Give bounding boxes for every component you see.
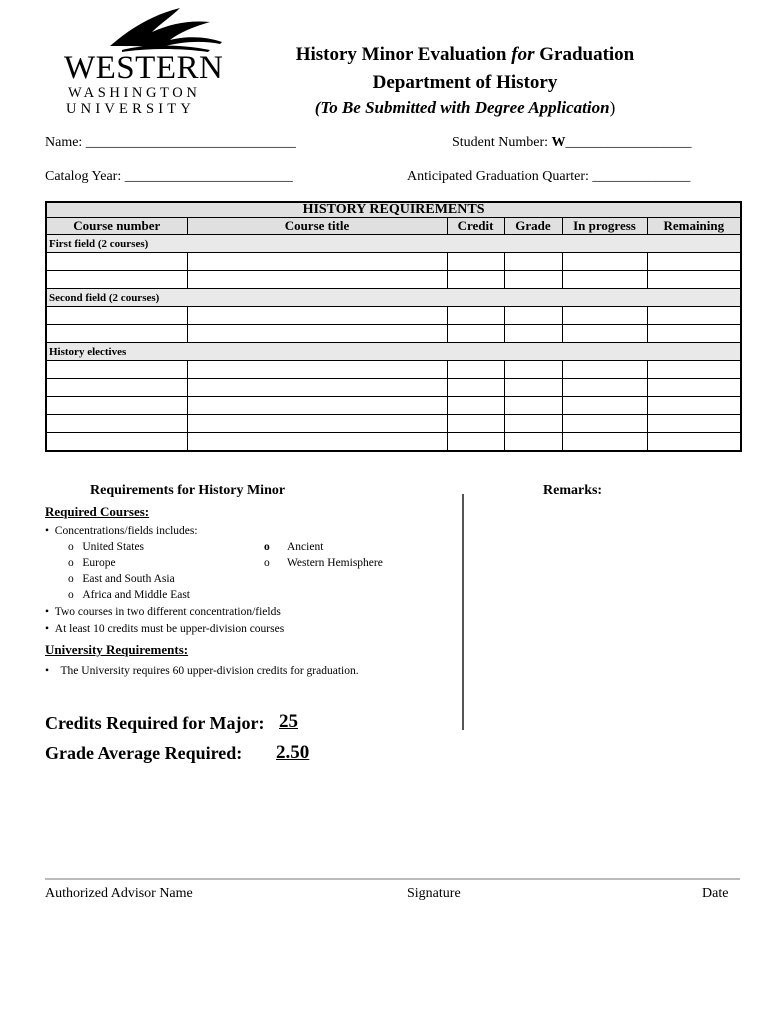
graduation-quarter-field[interactable]: Anticipated Graduation Quarter: ______________ (407, 169, 691, 184)
table-row[interactable] (46, 361, 741, 379)
date-label: Date (702, 886, 729, 901)
signature-label: Signature (407, 886, 461, 901)
university-logo (60, 6, 232, 116)
table-row[interactable] (46, 307, 741, 325)
table-title: HISTORY REQUIREMENTS (46, 202, 741, 218)
col-credit: Credit (447, 218, 504, 235)
requirement-bullet: At least 10 credits must be upper-division courses (54, 623, 285, 635)
section-first-field: First field (2 courses) (46, 235, 741, 253)
logo-line1: WESTERN (64, 50, 224, 86)
signature-line (45, 878, 740, 880)
list-item: • Two courses in two different concentration/fields (45, 606, 281, 618)
page-title (240, 44, 690, 66)
table-row[interactable] (46, 415, 741, 433)
student-number-field[interactable] (452, 135, 692, 151)
logo-line2: WASHINGTON (68, 85, 201, 101)
list-item: • At least 10 credits must be upper-division courses (45, 623, 285, 635)
field-item: Europe (82, 557, 116, 569)
table-row[interactable] (46, 271, 741, 289)
field-item: Ancient (287, 541, 324, 553)
list-item: o Europe (68, 557, 116, 569)
grade-average-value: 2.50 (276, 742, 310, 763)
list-item: o Western Hemisphere (264, 557, 383, 569)
section-history-electives: History electives (46, 343, 741, 361)
requirement-bullet: Two courses in two different concentration/fields (54, 606, 281, 618)
table-header-row (46, 218, 741, 235)
requirements-heading: Requirements for History Minor (90, 483, 286, 498)
vertical-divider (462, 494, 464, 730)
field-item: Africa and Middle East (82, 589, 190, 601)
table-row[interactable] (46, 379, 741, 397)
required-courses-heading: Required Courses: (45, 504, 150, 519)
submission-note (240, 98, 690, 118)
concentrations-intro: Concentrations/fields includes: (54, 525, 198, 537)
table-row[interactable] (46, 433, 741, 452)
student-number-line: __________________ (565, 135, 692, 150)
note-text: (To Be Submitted with Degree Application (314, 98, 610, 117)
table-row[interactable] (46, 397, 741, 415)
title-for: for (511, 44, 535, 65)
grade-average-label: Grade Average Required: (45, 743, 243, 763)
title-part1: History Minor Evaluation (295, 44, 512, 65)
remarks-heading: Remarks: (543, 483, 603, 498)
list-item: • Concentrations/fields includes: (45, 525, 198, 537)
table-row[interactable] (46, 325, 741, 343)
field-item: United States (82, 541, 145, 553)
list-item: o Africa and Middle East (68, 589, 190, 601)
credits-required-label: Credits Required for Major: (45, 713, 265, 733)
student-number-label: Student Number: (452, 135, 552, 150)
list-item: o Ancient (264, 541, 324, 553)
col-grade: Grade (504, 218, 562, 235)
advisor-name-label: Authorized Advisor Name (45, 886, 193, 901)
note-close: ) (609, 98, 616, 117)
university-bullet: The University requires 60 upper-division credits for graduation. (60, 665, 359, 677)
table-row[interactable] (46, 253, 741, 271)
col-course-title: Course title (187, 218, 447, 235)
university-requirements-heading: University Requirements: (45, 642, 189, 657)
list-item: o United States (68, 541, 145, 553)
field-item: Western Hemisphere (287, 557, 383, 569)
col-remaining: Remaining (647, 218, 741, 235)
mountain-logo-icon (60, 6, 232, 56)
student-number-prefix: W (551, 135, 566, 150)
title-part2: Graduation (534, 44, 635, 65)
col-course-number: Course number (46, 218, 187, 235)
page-subtitle: Department of History (372, 72, 558, 93)
logo-line3: UNIVERSITY (66, 101, 195, 117)
list-item: o East and South Asia (68, 573, 175, 585)
list-item: • The University requires 60 upper-division credits for graduation. (45, 665, 359, 677)
field-item: East and South Asia (82, 573, 175, 585)
catalog-year-field[interactable]: Catalog Year: ________________________ (45, 169, 293, 184)
col-in-progress: In progress (562, 218, 647, 235)
credits-required-value: 25 (279, 711, 298, 732)
section-second-field: Second field (2 courses) (46, 289, 741, 307)
name-field[interactable]: Name: ______________________________ (45, 135, 296, 150)
history-requirements-table (45, 201, 742, 452)
